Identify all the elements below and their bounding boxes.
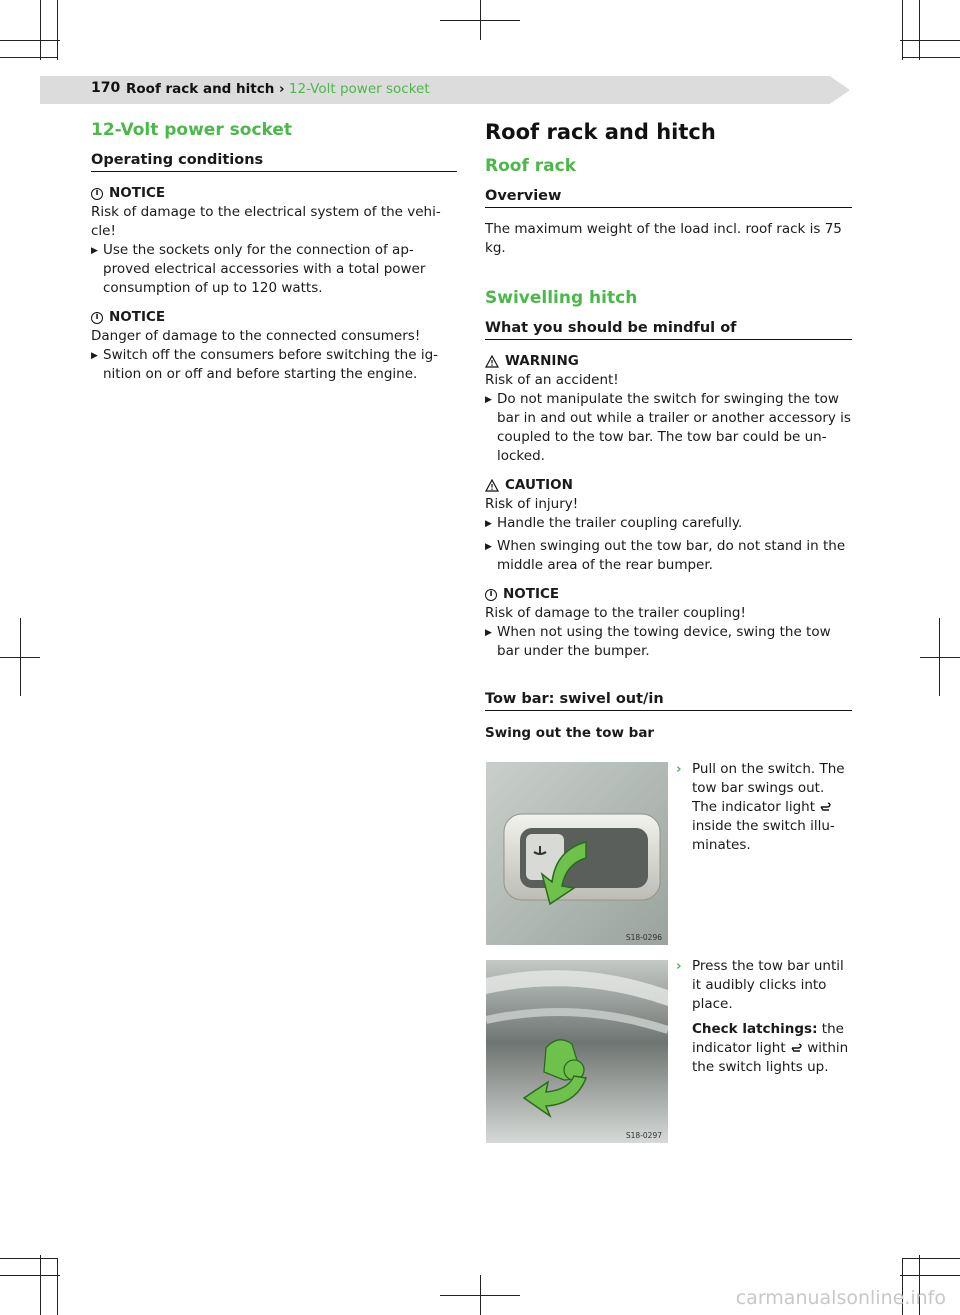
crop-mark (0, 657, 40, 658)
crop-mark (0, 1275, 60, 1276)
notice-heading (485, 585, 852, 604)
figure-towbar (486, 960, 668, 1143)
figure-switch (486, 762, 668, 945)
crop-mark (902, 57, 960, 58)
list-item: ▶ Do not manipulate the switch for swinging the tow bar in and out while a trailer or another accessory is coupled to the tow bar. The tow bar could be un-locked. (485, 391, 851, 464)
subsection-title: What you should be mindful of (485, 320, 852, 340)
crop-mark (0, 1258, 57, 1259)
tow-bar-illustration (486, 960, 668, 1143)
crop-mark (57, 0, 58, 60)
notice-text: Risk of damage to the trailer coupling! (485, 605, 746, 621)
right-column (485, 120, 852, 741)
triangle-bullet-icon: ▶ (91, 246, 98, 256)
notice-text: Danger of damage to the connected consumers! (91, 328, 421, 344)
crop-mark (902, 0, 903, 60)
procedure-title: Swing out the tow bar (485, 725, 655, 741)
crop-mark (440, 20, 520, 21)
crop-mark (440, 1295, 520, 1296)
warning-label: WARNING (505, 353, 579, 369)
crop-mark (0, 40, 60, 41)
notice-heading (91, 308, 457, 327)
check-text: Check latchings: the indicator light within the switch lights up. (692, 1021, 849, 1075)
chapter-title: Roof rack and hitch (485, 120, 716, 144)
crop-mark (900, 1275, 960, 1276)
triangle-bullet-icon: ▶ (91, 351, 98, 361)
list-item: ▶ Use the sockets only for the connection of ap-proved electrical accessories with a total power consumption of up to 120 watts. (91, 242, 426, 296)
figure-label: S18-0297 (625, 1131, 662, 1140)
crop-mark (40, 1255, 41, 1315)
caution-heading (485, 476, 852, 495)
notice-heading (91, 184, 457, 203)
info-icon: i (91, 312, 103, 324)
info-icon: i (485, 589, 497, 601)
warning-heading (485, 352, 852, 371)
crop-mark (40, 0, 41, 60)
section-title: 12-Volt power socket (91, 120, 293, 140)
warning-icon (485, 355, 499, 368)
step-arrow-icon: › (676, 761, 682, 777)
breadcrumb (126, 81, 430, 97)
subsection-title: Tow bar: swivel out/in (485, 691, 852, 711)
tow-bar-switch-illustration (486, 762, 668, 945)
step-2: › Press the tow bar until it audibly clicks into place. Check latchings: the indicator light within the switch lights up. (676, 957, 852, 1077)
caution-text: Risk of injury! (485, 496, 579, 512)
triangle-bullet-icon: ▶ (485, 395, 492, 405)
list-item: ▶ Switch off the consumers before switching the ig-nition on or off and before starting the engine. (91, 347, 439, 382)
breadcrumb-section: Roof rack and hitch › (126, 81, 285, 97)
notice-label: NOTICE (109, 185, 166, 201)
list-item: ▶ Handle the trailer coupling carefully. (485, 514, 852, 534)
crop-mark (919, 0, 920, 60)
info-icon: i (91, 188, 103, 200)
warning-text: Risk of an accident! (485, 372, 619, 388)
triangle-bullet-icon: ▶ (485, 628, 492, 638)
watermark: carmanualsonline.info (735, 1287, 946, 1309)
left-column (91, 120, 457, 384)
breadcrumb-current: 12-Volt power socket (288, 81, 430, 97)
triangle-bullet-icon: ▶ (485, 519, 492, 529)
figure-label: S18-0296 (625, 933, 662, 942)
tow-bar-indicator-icon (819, 802, 832, 812)
subsection-title: Operating conditions (91, 152, 457, 172)
list-item: ▶ When swinging out the tow bar, do not stand in the middle area of the rear bumper. (485, 538, 846, 573)
caution-icon (485, 479, 499, 492)
crop-mark (920, 657, 960, 658)
crop-mark (0, 57, 57, 58)
section-title: Roof rack (485, 156, 577, 176)
section-title: Swivelling hitch (485, 288, 638, 308)
notice-label: NOTICE (109, 309, 166, 325)
subsection-title: Overview (485, 188, 852, 208)
caution-label: CAUTION (505, 477, 573, 493)
paragraph: The maximum weight of the load incl. roof rack is 75 kg. (485, 221, 842, 256)
page-number: 170 (91, 80, 121, 96)
tow-bar-indicator-icon (790, 1043, 803, 1053)
step-arrow-icon: › (676, 958, 682, 974)
crop-mark (57, 1258, 58, 1315)
step-1: › Pull on the switch. The tow bar swings out. The indicator light inside the switch illu-minates. (676, 761, 845, 853)
triangle-bullet-icon: ▶ (485, 542, 492, 552)
notice-label: NOTICE (503, 586, 560, 602)
crop-mark (900, 40, 960, 41)
notice-text: Risk of damage to the electrical system of the vehi-cle! (91, 204, 441, 239)
list-item: ▶ When not using the towing device, swing the tow bar under the bumper. (485, 624, 831, 659)
crop-mark (902, 1258, 960, 1259)
